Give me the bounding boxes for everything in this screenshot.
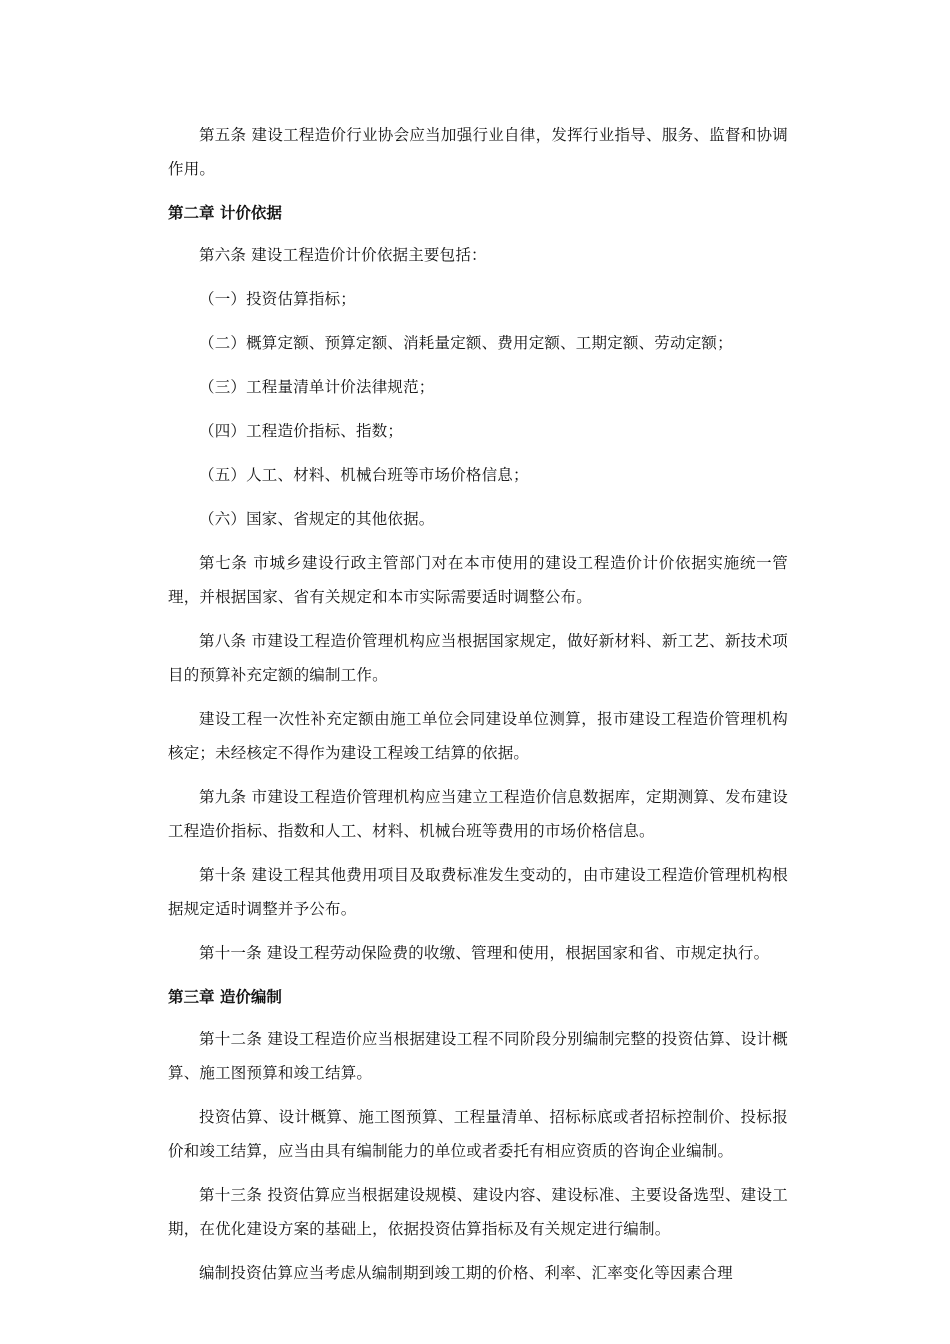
list-item: （一）投资估算指标； bbox=[199, 290, 357, 308]
article-13: 第十三条 投资估算应当根据建设规模、建设内容、建设标准、主要设备选型、建设工期，在优化建设方案的基础上，依据投资估算指标及有关规定进行编制。 bbox=[168, 1186, 788, 1238]
article-13-paragraph-2: 编制投资估算应当考虑从编制期到竣工期的价格、利率、汇率变化等因素合理 bbox=[199, 1264, 733, 1282]
list-item: （五）人工、材料、机械台班等市场价格信息； bbox=[199, 466, 529, 484]
article-8-paragraph-2: 建设工程一次性补充定额由施工单位会同建设单位测算，报市建设工程造价管理机构核定；未经核定不得作为建设工程竣工结算的依据。 bbox=[168, 710, 788, 762]
list-item: （二）概算定额、预算定额、消耗量定额、费用定额、工期定额、劳动定额； bbox=[199, 334, 733, 352]
article-11: 第十一条 建设工程劳动保险费的收缴、管理和使用，根据国家和省、市规定执行。 bbox=[199, 944, 770, 962]
article-6: 第六条 建设工程造价计价依据主要包括： bbox=[199, 246, 487, 264]
article-12: 第十二条 建设工程造价应当根据建设工程不同阶段分别编制完整的投资估算、设计概算、施工图预算和竣工结算。 bbox=[168, 1030, 788, 1082]
chapter-3-heading: 第三章 造价编制 bbox=[168, 988, 282, 1006]
article-8: 第八条 市建设工程造价管理机构应当根据国家规定，做好新材料、新工艺、新技术项目的预算补充定额的编制工作。 bbox=[168, 632, 788, 684]
list-item: （四）工程造价指标、指数； bbox=[199, 422, 404, 440]
list-item: （三）工程量清单计价法律规范； bbox=[199, 378, 435, 396]
article-9: 第九条 市建设工程造价管理机构应当建立工程造价信息数据库，定期测算、发布建设工程造价指标、指数和人工、材料、机械台班等费用的市场价格信息。 bbox=[168, 788, 788, 840]
article-5: 第五条 建设工程造价行业协会应当加强行业自律，发挥行业指导、服务、监督和协调作用。 bbox=[168, 126, 788, 178]
list-item: （六）国家、省规定的其他依据。 bbox=[199, 510, 435, 528]
article-10: 第十条 建设工程其他费用项目及取费标准发生变动的，由市建设工程造价管理机构根据规定适时调整并予公布。 bbox=[168, 866, 788, 918]
chapter-2-heading: 第二章 计价依据 bbox=[168, 204, 282, 222]
article-12-paragraph-2: 投资估算、设计概算、施工图预算、工程量清单、招标标底或者招标控制价、投标报价和竣工结算，应当由具有编制能力的单位或者委托有相应资质的咨询企业编制。 bbox=[168, 1108, 788, 1160]
article-7: 第七条 市城乡建设行政主管部门对在本市使用的建设工程造价计价依据实施统一管理，并根据国家、省有关规定和本市实际需要适时调整公布。 bbox=[168, 554, 788, 606]
document-page bbox=[168, 118, 788, 1300]
